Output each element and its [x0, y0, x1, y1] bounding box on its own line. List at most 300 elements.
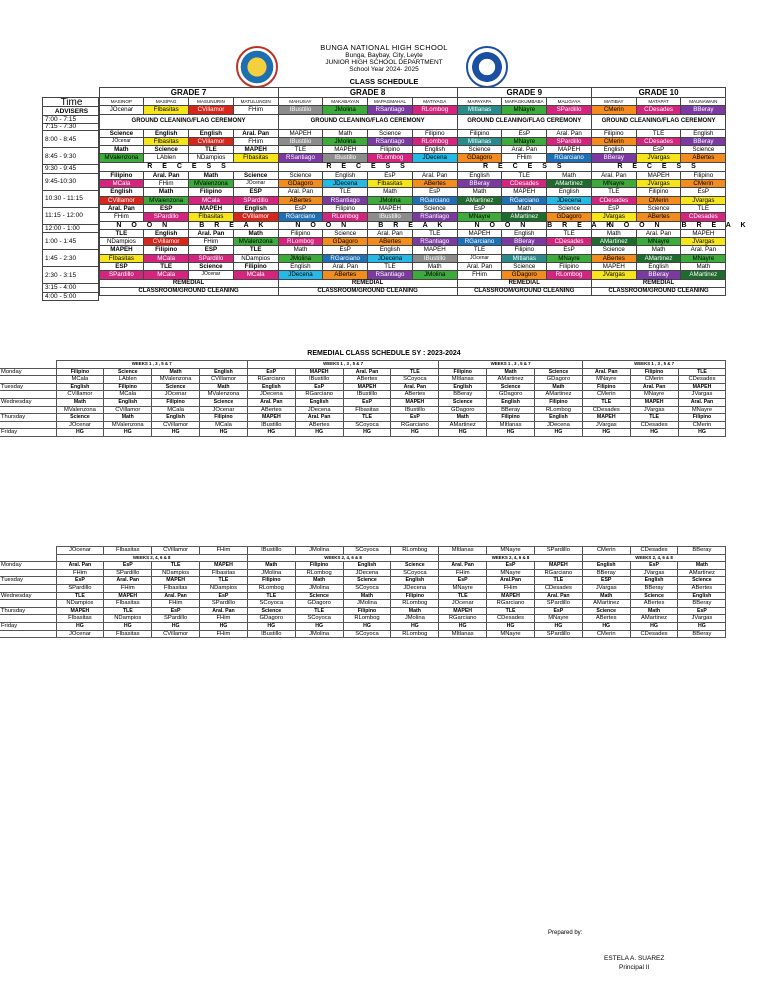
subject: Math: [412, 263, 457, 271]
subject: ESP: [189, 246, 234, 254]
remedial-row: [0, 376, 726, 384]
teacher: RGarciano: [278, 213, 323, 221]
remedial-cell: Science: [582, 607, 630, 615]
subject: English: [547, 188, 592, 196]
remedial-cell: AMartinez: [535, 391, 583, 399]
remedial-cell: IBustillo: [391, 406, 439, 414]
remedial-cell: TLE: [343, 414, 391, 422]
remedial-cell: English: [295, 398, 343, 406]
subject: Science: [323, 229, 368, 237]
remedial-cell: Filipino: [104, 383, 152, 391]
schedule-row: [42, 196, 726, 204]
remedial-cell: RLombog: [535, 406, 583, 414]
remedial-cell: JDecena: [535, 421, 583, 429]
remedial-cell: HG: [56, 622, 104, 630]
remedial-cell: FIbasitas: [200, 569, 248, 577]
teacher: SPardillo: [547, 137, 592, 145]
noon-break: N O O N: [278, 221, 368, 229]
teacher: BBeray: [636, 271, 681, 279]
teacher: SPardillo: [233, 196, 278, 204]
remedial-cell: JVargas: [630, 406, 678, 414]
schedule-row: [42, 263, 726, 271]
teacher: MNayre: [547, 254, 592, 262]
grade-header: GRADE 8: [278, 88, 457, 98]
subject: Science: [502, 263, 547, 271]
remedial-cell: Math: [343, 592, 391, 600]
teacher: BBeray: [591, 154, 636, 162]
teacher: GDagoro: [457, 154, 502, 162]
teacher: ABertes: [368, 238, 413, 246]
remedial-cell: English: [487, 398, 535, 406]
remedial-cell: Aral. Pan: [630, 383, 678, 391]
schedule-row: [42, 180, 726, 188]
time-spacer: [42, 271, 99, 279]
remedial-cell: MValenzona: [104, 421, 152, 429]
subject: English: [189, 129, 234, 137]
remedial-row: [0, 429, 726, 437]
time-slot: 9:30 - 9:45: [42, 165, 99, 174]
teacher: IBustillo: [412, 254, 457, 262]
subject: Filipino: [233, 263, 278, 271]
remedial-cell: HG: [630, 622, 678, 630]
remedial-cell: FHim: [56, 569, 104, 577]
time-slot: 9:45-10:30: [42, 174, 99, 191]
recess: R E C E S S: [99, 162, 278, 171]
remedial-cell: MAPEH: [582, 414, 630, 422]
remedial-cell: ABertes: [391, 391, 439, 399]
subject: EsP: [323, 246, 368, 254]
time-slot: 3:15 - 4:00: [42, 284, 99, 293]
subject: English: [368, 246, 413, 254]
cleaning-label: CLASSROOM/GROUND CLEANING: [457, 287, 591, 295]
remedial-cell: SPardillo: [104, 569, 152, 577]
subject: Math: [278, 246, 323, 254]
remedial-row: [0, 577, 726, 585]
subject: MAPEH: [547, 146, 592, 154]
adviser-name: JOcenar: [56, 547, 104, 555]
signatory-title: Principal II: [618, 964, 650, 971]
signatory-name: ESTELA A. SUAREZ: [604, 955, 665, 962]
remedial-cell: FHim: [152, 600, 200, 608]
time-header: Time: [42, 97, 99, 107]
subject: Aral. Pan: [591, 171, 636, 179]
teacher: AMartinez: [591, 238, 636, 246]
remedial-cell: TLE: [630, 414, 678, 422]
adviser-name: RLombog: [412, 106, 457, 114]
remedial-row: [0, 592, 726, 600]
remedial-cell: RLombog: [391, 630, 439, 638]
remedial-cell: Filipino: [152, 398, 200, 406]
remedial-cell: ABertes: [678, 584, 726, 592]
remedial-cell: JOcenar: [152, 391, 200, 399]
teacher: CMerin: [636, 196, 681, 204]
remedial-cell: MValenzona: [56, 406, 104, 414]
remedial-cell: JOcenar: [439, 600, 487, 608]
remedial-cell: CVillamor: [152, 421, 200, 429]
remedial-cell: HG: [391, 622, 439, 630]
subject: Aral. Pan: [457, 263, 502, 271]
subject: Math: [99, 146, 144, 154]
remedial-cell: TLE: [247, 592, 295, 600]
remedial-cell: BBeray: [678, 630, 726, 638]
teacher: JVargas: [636, 180, 681, 188]
teacher: FIbasitas: [189, 213, 234, 221]
teacher: CVillamor: [233, 213, 278, 221]
remedial-cell: Math: [391, 607, 439, 615]
time-slot: 7:00 - 7:15: [42, 116, 99, 124]
adviser-name: CDesades: [630, 547, 678, 555]
subject: Math: [189, 171, 234, 179]
remedial-cell: TLE: [439, 592, 487, 600]
noon-break: B R E A K: [189, 221, 279, 229]
adviser-name: MNayre: [502, 106, 547, 114]
adviser-name: SPardillo: [534, 547, 582, 555]
remedial-cell: JDecena: [343, 569, 391, 577]
remedial-cell: HG: [295, 622, 343, 630]
remedial-cell: GDagoro: [439, 406, 487, 414]
subject: TLE: [412, 229, 457, 237]
remedial-cell: Math: [630, 607, 678, 615]
teacher: MValenzona: [99, 154, 144, 162]
subject: ESP: [233, 188, 278, 196]
subject: Aral. Pan: [412, 171, 457, 179]
remedial-cell: JMolina: [391, 615, 439, 623]
remedial-cell: EsP: [487, 562, 535, 570]
section-name: MAPAGKUMBABA: [502, 98, 547, 106]
teacher: BBeray: [681, 137, 726, 145]
teacher: IBustillo: [323, 154, 368, 162]
remedial-cell: HG: [104, 622, 152, 630]
subject: MAPEH: [681, 229, 726, 237]
teacher: RSantiago: [368, 137, 413, 145]
remedial-cell: English: [104, 398, 152, 406]
recess: R E C E S S: [457, 162, 591, 171]
remedial-cell: RGarciano: [439, 615, 487, 623]
remedial-cell: MNayre: [630, 391, 678, 399]
remedial-cell: ABertes: [582, 615, 630, 623]
subject: EsP: [368, 171, 413, 179]
remedial-cell: RGarciano: [534, 569, 582, 577]
remedial-cell: EsP: [200, 592, 248, 600]
weeks-label: WEEKS 2, 4, 6 & 8: [582, 554, 726, 562]
remedial-cell: Math: [104, 414, 152, 422]
subject: MAPEH: [99, 246, 144, 254]
time-spacer: [42, 263, 99, 271]
subject: TLE: [368, 263, 413, 271]
teacher: JVargas: [591, 271, 636, 279]
teacher: NDampios: [233, 254, 278, 262]
remedial-cell: HG: [678, 622, 726, 630]
remedial-cell: Aral. Pan: [439, 562, 487, 570]
remedial-cell: RLombog: [247, 584, 295, 592]
remedial-cell: HG: [343, 622, 391, 630]
teacher: JMolina: [368, 196, 413, 204]
day-label: Monday: [0, 368, 56, 376]
teacher: FHim: [233, 137, 278, 145]
time-slot: 4:00 - 5:00: [42, 293, 99, 302]
day-label: Thursday: [0, 607, 56, 615]
remedial-row: [0, 406, 726, 414]
remedial-cell: EsP: [56, 577, 104, 585]
adviser-name: IBustillo: [247, 547, 295, 555]
remedial-cell: Science: [535, 368, 583, 376]
teacher: IBustillo: [278, 137, 323, 145]
remedial-cell: Science: [295, 592, 343, 600]
time-spacer: [42, 246, 99, 254]
remedial-cell: CVillamor: [104, 406, 152, 414]
time-slot: 1:00 - 1:45: [42, 233, 99, 250]
remedial-cell: English: [535, 414, 583, 422]
remedial-cell: MItlanas: [487, 421, 535, 429]
remedial-cell: NDampios: [56, 600, 104, 608]
weeks-label: WEEKS 2, 4, 6 & 8: [439, 554, 583, 562]
subject: Filipino: [189, 188, 234, 196]
subject: TLE: [591, 188, 636, 196]
teacher: JVargas: [591, 213, 636, 221]
teacher: MNayre: [636, 238, 681, 246]
time-slot: 8:00 - 8:45: [42, 131, 99, 148]
subject: English: [99, 188, 144, 196]
remedial-cell: CMerin: [630, 376, 678, 384]
subject: Aral. Pan: [233, 129, 278, 137]
subject: Science: [412, 204, 457, 212]
remedial-cell: HG: [104, 429, 152, 437]
adviser-name: FIbasitas: [104, 547, 152, 555]
remedial-cell: Aral. Pan: [152, 592, 200, 600]
subject: Science: [591, 246, 636, 254]
remedial-cell: SCoyoca: [343, 630, 391, 638]
remedial-cell: TLE: [200, 577, 248, 585]
remedial-cell: MAPEH: [487, 592, 535, 600]
time-slot: 10:30 - 11:15: [42, 191, 99, 208]
remedial-cell: English: [439, 383, 487, 391]
cleaning-label: CLASSROOM/GROUND CLEANING: [99, 287, 278, 295]
subject: MAPEH: [502, 188, 547, 196]
advisers-label: ADVISERS: [42, 107, 99, 116]
subject: MAPEH: [323, 146, 368, 154]
time-slot: 11:15 - 12:00: [42, 208, 99, 225]
schedule-row: [42, 114, 726, 129]
adviser-name: JOcenar: [99, 106, 144, 114]
remedial-cell: TLE: [295, 607, 343, 615]
remedial-cell: Filipino: [678, 414, 726, 422]
time-spacer: [42, 171, 99, 179]
weeks-label: WEEKS 1 , 3 , 5 & 7: [56, 361, 247, 369]
remedial-cell: MNayre: [582, 376, 630, 384]
subject: English: [681, 129, 726, 137]
remedial-cell: AMartinez: [487, 376, 535, 384]
remedial-cell: FIbasitas: [343, 406, 391, 414]
remedial-cell: TLE: [152, 562, 200, 570]
remedial-cell: MNayre: [678, 406, 726, 414]
remedial-cell: HG: [247, 622, 295, 630]
remedial-cell: English: [678, 592, 726, 600]
weeks-label: WEEKS 1 , 3 , 5 & 7: [582, 361, 726, 369]
remedial-cell: AMartinez: [582, 600, 630, 608]
remedial-cell: Math: [295, 577, 343, 585]
teacher: SPardillo: [144, 213, 189, 221]
adviser-name: CVillamor: [152, 547, 200, 555]
teacher: JDecena: [547, 196, 592, 204]
remedial-cell: Math: [247, 562, 295, 570]
teacher: AMartinez: [636, 254, 681, 262]
remedial-cell: LAblen: [104, 376, 152, 384]
subject: English: [502, 229, 547, 237]
teacher: FIbasitas: [99, 254, 144, 262]
remedial-cell: SPardillo: [534, 600, 582, 608]
remedial-cell: TLE: [104, 607, 152, 615]
remedial-cell: GDagoro: [295, 600, 343, 608]
subject: TLE: [233, 246, 278, 254]
subject: Aral. Pan: [99, 204, 144, 212]
teacher: CDesades: [591, 196, 636, 204]
teacher: MNayre: [502, 137, 547, 145]
remedial-cell: Math: [439, 414, 487, 422]
remedial-row: [0, 615, 726, 623]
remedial-cell: HG: [391, 429, 439, 437]
remedial-cell: MItlanas: [439, 376, 487, 384]
remedial-cell: RLombog: [343, 615, 391, 623]
subject: Filipino: [99, 171, 144, 179]
subject: Filipino: [681, 171, 726, 179]
remedial-cell: JDecena: [247, 391, 295, 399]
teacher: CDesades: [502, 180, 547, 188]
remedial-cell: HG: [200, 622, 248, 630]
prepared-by-label: Prepared by:: [548, 930, 583, 936]
teacher: JVargas: [681, 238, 726, 246]
section-name: MATULUNGIN: [233, 98, 278, 106]
day-blank: [0, 547, 56, 555]
remedial-cell: Science: [56, 414, 104, 422]
subject: English: [412, 146, 457, 154]
adviser-name: CVillamor: [189, 106, 234, 114]
remedial-cell: JOcenar: [200, 406, 248, 414]
teacher: BBeray: [457, 180, 502, 188]
subject: MAPEH: [278, 129, 323, 137]
adviser-name: SCoyoca: [343, 547, 391, 555]
remedial-cell: English: [630, 577, 678, 585]
subject: MAPEH: [457, 229, 502, 237]
adviser-name: CMerin: [591, 106, 636, 114]
remedial-cell: Science: [104, 368, 152, 376]
subject: MAPEH: [368, 204, 413, 212]
teacher: RLombog: [278, 238, 323, 246]
teacher: CMerin: [681, 180, 726, 188]
remedial-cell: JVargas: [630, 569, 678, 577]
teacher: CVillamor: [144, 238, 189, 246]
schedule-row: [42, 129, 726, 137]
remedial-cell: RLombog: [391, 600, 439, 608]
subject: Math: [368, 188, 413, 196]
teacher: RLombog: [323, 213, 368, 221]
teacher: MCala: [144, 254, 189, 262]
remedial-cell: MAPEH: [630, 398, 678, 406]
subject: Math: [681, 263, 726, 271]
remedial-cell: Aral. Pan: [56, 562, 104, 570]
teacher: RSantiago: [412, 213, 457, 221]
schedule-row: [42, 188, 726, 196]
signature-block: [604, 954, 664, 972]
subject: Aral. Pan: [323, 263, 368, 271]
remedial-cell: HG: [582, 622, 630, 630]
subject: Aral. Pan: [278, 188, 323, 196]
teacher: MItlanas: [457, 137, 502, 145]
remedial-cell: Science: [678, 577, 726, 585]
remedial-row: [0, 361, 726, 369]
subject: Aral. Pan: [189, 229, 234, 237]
subject: TLE: [323, 188, 368, 196]
teacher: ABertes: [412, 180, 457, 188]
remedial-cell: Filipino: [630, 368, 678, 376]
remedial-cell: Science: [391, 562, 439, 570]
remedial-cell: MAPEH: [391, 398, 439, 406]
subject: TLE: [502, 171, 547, 179]
teacher: JDecena: [368, 254, 413, 262]
remedial-row: [0, 414, 726, 422]
remedial-cell: TLE: [487, 607, 535, 615]
remedial-cell: ABertes: [295, 421, 343, 429]
remedial-cell: AMartinez: [630, 615, 678, 623]
teacher: MCala: [233, 271, 278, 279]
remedial-label: REMEDIAL: [591, 279, 725, 287]
recess: R E C E S S: [278, 162, 457, 171]
schedule-row: [42, 88, 726, 98]
remedial-label: REMEDIAL: [278, 279, 457, 287]
remedial-cell: Filipino: [56, 368, 104, 376]
time-spacer: [42, 287, 99, 295]
remedial-row: [0, 569, 726, 577]
schedule-row: [42, 238, 726, 246]
time-spacer: [42, 196, 99, 204]
remedial-cell: English: [247, 383, 295, 391]
remedial-cell: TLE: [582, 398, 630, 406]
remedial-cell: TLE: [56, 592, 104, 600]
subject: Filipino: [591, 129, 636, 137]
subject: TLE: [278, 146, 323, 154]
adviser-name: MNayre: [487, 547, 535, 555]
remedial-cell: ABertes: [343, 376, 391, 384]
teacher: FIbasitas: [233, 154, 278, 162]
teacher: MCala: [99, 180, 144, 188]
noon-break: B R E A K: [547, 221, 616, 229]
day-label: [0, 584, 56, 592]
remedial-title: REMEDIAL CLASS SCHEDULE SY : 2023-2024: [307, 350, 461, 357]
schedule-row: [42, 98, 726, 106]
teacher: FHim: [502, 154, 547, 162]
subject: MAPEH: [233, 146, 278, 154]
time-spacer: [42, 279, 99, 287]
subject: ESP: [99, 263, 144, 271]
remedial-cell: Science: [247, 607, 295, 615]
subject: Filipino: [412, 129, 457, 137]
remedial-cell: HG: [534, 622, 582, 630]
schedule-row: [42, 279, 726, 287]
grade-header: GRADE 10: [591, 88, 725, 98]
time-slot: 2:30 - 3:15: [42, 267, 99, 284]
remedial-cell: JMolina: [295, 630, 343, 638]
remedial-cell: IBustillo: [247, 421, 295, 429]
remedial-cell: GDagoro: [487, 391, 535, 399]
day-label: Wednesday: [0, 398, 56, 406]
subject: Math: [233, 229, 278, 237]
day-label: [0, 569, 56, 577]
remedial-label: REMEDIAL: [457, 279, 591, 287]
remedial-cell: Aral. Pan: [247, 398, 295, 406]
teacher: RGarciano: [502, 196, 547, 204]
remedial-cell: CVillamor: [56, 391, 104, 399]
subject: EsP: [412, 188, 457, 196]
remedial-cell: SPardillo: [56, 584, 104, 592]
